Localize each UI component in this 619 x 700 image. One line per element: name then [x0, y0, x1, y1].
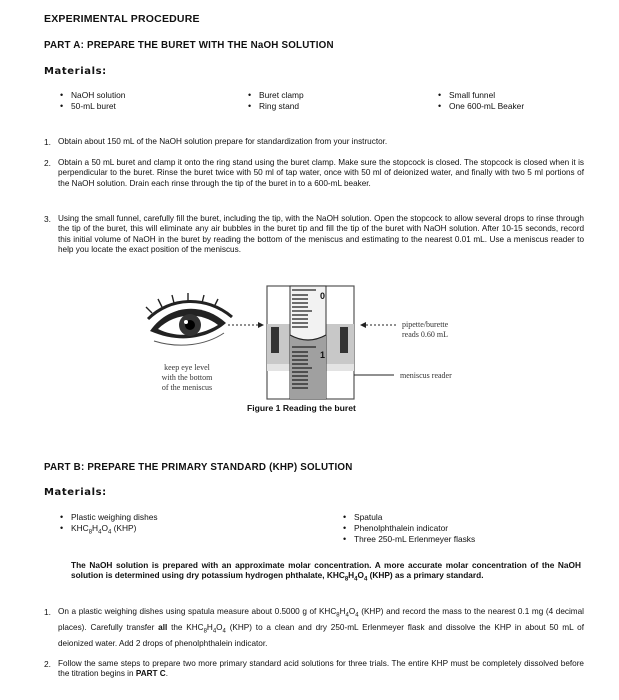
part-a-materials-label: Materials:: [44, 66, 107, 77]
part-a-step-2: [44, 158, 584, 189]
page-title: EXPERIMENTAL PROCEDURE: [44, 13, 200, 25]
material-item: • Phenolphthalein indicator: [343, 523, 475, 534]
part-a-heading: PART A: PREPARE THE BURET WITH THE NaOH SOLUTION: [44, 40, 334, 51]
step-text: Obtain about 150 mL of the NaOH solution prepare for standardization from your instructor.: [58, 137, 388, 146]
figure-caption: Figure 1 Reading the buret: [247, 403, 356, 413]
part-b-materials-label: Materials:: [44, 487, 107, 498]
step-number: 3.: [44, 214, 51, 224]
material-item: • Spatula: [343, 512, 475, 523]
material-item: • Small funnel: [438, 90, 524, 101]
material-item: • Buret clamp: [248, 90, 304, 101]
part-b-note: The NaOH solution is prepared with an approximate molar concentration. A more accurate molar concentration of the NaOH solution is determined using dry potassium hydrogen phthalate, $KHC_8H_4O_4$ (KHP) as a primary standard.: [71, 560, 581, 584]
material-item: • Plastic weighing dishes: [60, 512, 158, 523]
step-number: 2.: [44, 659, 51, 669]
meniscus-reader-label: meniscus reader: [400, 371, 452, 380]
part-b-materials-col2: [343, 512, 475, 545]
scale-label-0: 0: [320, 291, 326, 301]
material-item: • 50-mL buret: [60, 101, 125, 112]
step-number: 1.: [44, 607, 51, 617]
scale-label-1: 1: [320, 350, 326, 360]
material-item: • Ring stand: [248, 101, 304, 112]
part-a-materials-col2: [248, 90, 304, 112]
material-item: • NaOH solution: [60, 90, 125, 101]
part-a-step-1: [44, 137, 584, 147]
part-b-step-2: [44, 659, 584, 680]
part-a-step-3: [44, 214, 584, 255]
part-b-heading: PART B: PREPARE THE PRIMARY STANDARD (KHP) SOLUTION: [44, 462, 353, 473]
part-a-materials-col3: [438, 90, 524, 112]
eye-level-label: keep eye level with the bottom of the meniscus: [161, 363, 213, 392]
step-number: 1.: [44, 137, 51, 147]
step-text: Follow the same steps to prepare two more primary standard acid solutions for three trials. The entire KHP must be completely dissolved before the titration begins in PART C.: [58, 659, 584, 679]
step-text: Using the small funnel, carefully fill the buret, including the tip, with the NaOH solution. Open the stopcock to allow several drops to rinse through the tip of the buret, this will eliminate any air bubbles in the buret tip and fill the tip of the buret with NaOH solution. After 10-15 seconds, record this initial volume of NaOH in the buret by reading the bottom of the meniscus and estimating to the nearest 0.01 mL. Use a meniscus reader to help you locate the exact position of the meniscus.: [58, 214, 584, 254]
part-b-materials-col1: [60, 512, 158, 539]
material-item: • Three 250-mL Erlenmeyer flasks: [343, 534, 475, 545]
step-number: 2.: [44, 158, 51, 168]
step-text: On a plastic weighing dishes using spatula measure about 0.5000 g of $KHC_8H_4O_4$ (KHP) and record the mass to the nearest 0.1 mg (4 decimal places). Carefully transfer all the $KHC_8H_4O_4$ (KHP) to a clean and dry 250-mL Erlenmeyer flask and dissolve the KHP in about 50 mL of deionized water. Add 2 drops of phenolphthalein indicator.: [58, 607, 585, 649]
part-a-materials-col1: [60, 90, 125, 112]
material-item: • One 600-mL Beaker: [438, 101, 524, 112]
part-b-step-1: [44, 606, 584, 651]
pipette-reading-label: pipette/burette reads 0.60 mL: [402, 320, 449, 339]
eye-illustration: [146, 293, 232, 345]
material-item: • $KHC_8H_4O_4$ (KHP): [60, 523, 158, 539]
step-text: Obtain a 50 mL buret and clamp it onto the ring stand using the buret clamp. Make sure the stopcock is closed. The stopcock is closed when it is perpendicular to the buret. Rinse the buret twice with 50 ml of tap water, once with 50 ml of deionized water, and finally with two 5 ml portions of the NaOH solution. Drain each rinse through the tip of the buret in to a 600-mL beaker.: [58, 158, 584, 188]
